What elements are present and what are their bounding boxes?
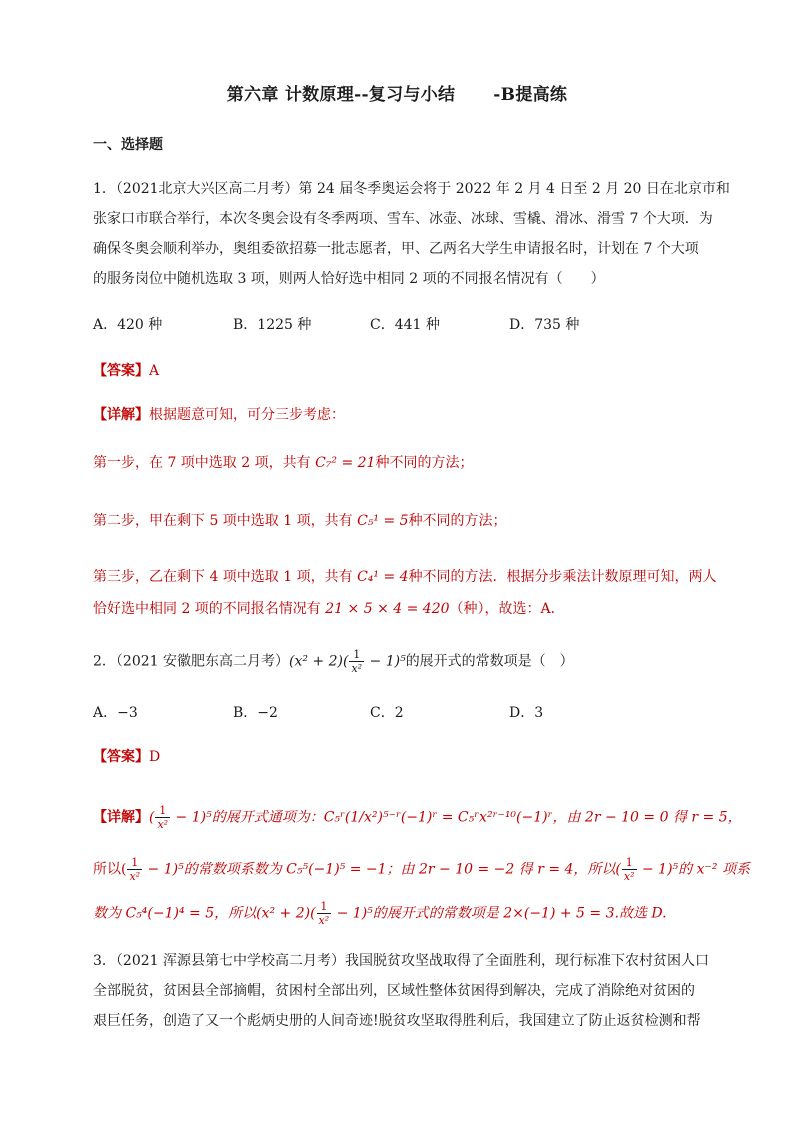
section-heading: 一、选择题 — [93, 137, 163, 153]
q1-step-1-text: 第一步，在 7 项中选取 2 项，共有 — [93, 455, 316, 471]
q2-option-c: C．2 — [370, 705, 404, 721]
q2-stem-expr-b: − 1)⁵ — [365, 653, 406, 670]
q2-d1-open: ( — [149, 809, 155, 826]
q2-stem — [93, 648, 574, 675]
q1-options — [93, 314, 713, 336]
q2-d3-frac-num: 1 — [317, 900, 332, 914]
q1-step-2 — [93, 510, 507, 530]
q2-d2-frac2-den: x² — [623, 870, 635, 883]
q1-step-3-formula: C₄¹ = 4 — [357, 569, 409, 585]
q2-options — [93, 702, 713, 724]
q1-step-3-line-2-formula: 21 × 5 × 4 = 420 — [325, 601, 450, 617]
q1-step-3 — [93, 566, 717, 586]
q2-detail-line-2 — [93, 856, 750, 883]
q1-line-2: 张家口市联合举行，本次冬奥会设有冬季两项、雪车、冰壶、冰球、雪橇、滑冰、滑雪 7 个大项．为 — [93, 211, 713, 227]
q1-step-1-tail: 种不同的方法； — [375, 455, 474, 471]
q1-step-3-line-2-text: 恰好选中相同 2 项的不同报名情况有 — [93, 601, 326, 617]
q3-line-3: 艰巨任务，创造了又一个彪炳史册的人间奇迹!脱贫攻坚取得胜利后，我国建立了防止返贫检测和帮 — [93, 1013, 701, 1029]
q1-step-2-text: 第二步，甲在剩下 5 项中选取 1 项，共有 — [93, 513, 358, 529]
q2-d2-fraction-2 — [622, 856, 637, 883]
q2-d2-text: − 1)⁵的常数项系数为 C₅⁵(−1)⁵ = −1；由 2r − 10 = −2 得 r = 4，所以( — [143, 861, 621, 878]
q1-step-3-tail: 种不同的方法．根据分步乘法计数原理可知，两人 — [408, 569, 717, 585]
q2-d1-frac-num: 1 — [155, 804, 170, 818]
q3-line-1: 3．（2021 浑源县第七中学校高二月考）我国脱贫攻坚战取得了全面胜利，现行标准下农村贫困人口 — [93, 953, 709, 969]
q2-frac-num: 1 — [349, 648, 364, 662]
q2-d2-fraction-1 — [127, 856, 142, 883]
q1-step-1 — [93, 452, 473, 472]
q2-d1-text: − 1)⁵的展开式通项为： — [171, 809, 324, 826]
q1-option-a: A．420 种 — [93, 317, 163, 333]
q2-d2-frac1-num: 1 — [127, 856, 142, 870]
q1-step-3-text: 第三步，乙在剩下 4 项中选取 1 项，共有 — [93, 569, 358, 585]
q1-answer — [93, 360, 159, 380]
q2-answer — [93, 746, 160, 766]
q2-d1-tail: ，由 2r − 10 = 0 得 r = 5， — [552, 809, 742, 826]
q2-answer-label: 【答案】 — [93, 749, 149, 765]
q1-detail-intro: 根据题意可知，可分三步考虑： — [149, 407, 345, 423]
q2-d1-frac-den: x² — [157, 818, 169, 831]
q2-d3-tail: − 1)⁵的展开式的常数项是 2×(−1) + 5 = 3.故选 D. — [332, 905, 667, 922]
q1-line-4: 的服务岗位中随机选取 3 项，则两人恰好选中相同 2 项的不同报名情况有（ ） — [93, 271, 605, 287]
q1-detail-label: 【详解】 — [93, 407, 149, 423]
q1-option-b: B．1225 种 — [233, 317, 312, 333]
title-main: 第六章 计数原理--复习与小结 — [226, 85, 456, 105]
title-suffix: -B提高练 — [493, 85, 568, 105]
q2-detail-label: 【详解】 — [93, 809, 149, 826]
q2-d3-fraction — [317, 900, 332, 927]
page-title — [0, 80, 794, 105]
q2-stem-text: 2．（2021 安徽肥东高二月考） — [93, 653, 289, 670]
q2-stem-tail: 的展开式的常数项是（ ） — [405, 653, 574, 670]
q1-line-3: 确保冬奥会顺利举办，奥组委欲招募一批志愿者，甲、乙两名大学生申请报名时，计划在 7 个大项 — [93, 241, 699, 257]
q2-option-a: A．−3 — [93, 705, 138, 721]
q1-answer-label: 【答案】 — [93, 363, 149, 379]
q2-d2-open: 所以( — [93, 861, 127, 878]
q2-d2-frac1-den: x² — [129, 870, 141, 883]
q2-frac-den: x² — [351, 662, 363, 675]
q1-answer-value: A — [149, 363, 160, 379]
q2-detail-line-3 — [93, 900, 667, 927]
q1-step-1-formula: C₇² = 21 — [315, 455, 376, 471]
q2-d2-frac2-num: 1 — [622, 856, 637, 870]
q2-d3-frac-den: x² — [318, 914, 330, 927]
q1-line-1: 1．（2021北京大兴区高二月考）第 24 届冬季奥运会将于 2022 年 2 月 4 日至 2 月 20 日在北京市和 — [93, 181, 730, 197]
q1-step-3-line-2 — [93, 598, 565, 618]
q2-stem-expr-a: (x² + 2)( — [289, 653, 349, 670]
q1-step-2-formula: C₅¹ = 5 — [357, 513, 409, 529]
q2-stem-fraction — [349, 648, 364, 675]
q3-line-2: 全部脱贫，贫困县全部摘帽，贫困村全部出列，区域性整体贫困得到解决，完成了消除绝对贫困的 — [93, 983, 695, 999]
q1-option-c: C．441 种 — [370, 317, 440, 333]
q1-step-2-tail: 种不同的方法； — [408, 513, 507, 529]
q2-d3-text: 数为 C₅⁴(−1)⁴ = 5，所以(x² + 2)( — [93, 905, 316, 922]
q2-d2-tail: − 1)⁵的 x⁻² 项系 — [637, 861, 750, 878]
q2-detail-line-1 — [93, 804, 742, 831]
q2-d1-fraction — [155, 804, 170, 831]
q2-option-b: B．−2 — [233, 705, 278, 721]
q1-option-d: D．735 种 — [509, 317, 580, 333]
q1-detail — [93, 404, 345, 424]
q2-answer-value: D — [149, 749, 161, 765]
q2-option-d: D．3 — [509, 705, 544, 721]
q1-step-3-line-2-tail: （种），故选：A． — [449, 601, 565, 617]
q2-d1-formula: C₅ʳ(1/x²)⁵⁻ʳ(−1)ʳ = C₅ʳx²ʳ⁻¹⁰(−1)ʳ — [323, 809, 553, 826]
